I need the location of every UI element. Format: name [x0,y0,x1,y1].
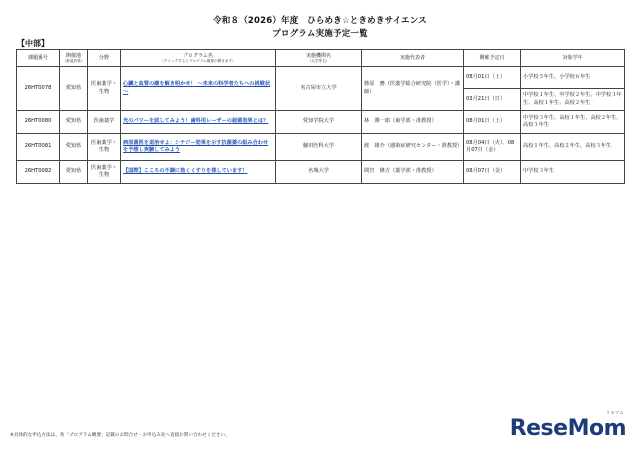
cell-id: 26HT0081 [17,134,60,161]
header-rep: 実施代表者 [362,50,464,67]
cell-rep: 林 潤一郎（歯学部・准教授） [362,111,464,134]
cell-rep: 渡 雄介（感染症研究センター・准教授） [362,134,464,161]
cell-program-name [121,161,276,184]
cell-org: 藤田医科大学 [276,134,362,161]
cell-rep: 間宮 隆吉（薬学部・准教授） [362,161,464,184]
header-org-sub: （大学等名） [307,58,330,63]
logo-ruby: リセマム [606,410,624,415]
footnote: ※具体的な申込方法は、各「プログラム概要」記載のお問合せ・お申込み先へ直接お問い合わせください。 [10,433,230,438]
region-heading: 【中部】 [17,39,49,48]
table-row [17,67,625,89]
cell-field: 医歯薬学・生物 [88,161,121,184]
cell-pref: 愛知県 [60,161,88,184]
cell-date: 08月04日（火）、08月07日（金） [464,134,521,161]
cell-target: 中学校１年生、中学校２年生、中学校３年生、高校１年生、高校２年生 [521,89,625,111]
cell-id: 26HT0082 [17,161,60,184]
cell-program-name [121,111,276,134]
program-link[interactable]: 心臓と血管の謎を解き明かせ！ ～未来の科学者たちへの挑戦状～ [123,81,271,95]
cell-target: 中学校３年生、高校１年生、高校２年生、高校３年生 [521,111,625,134]
table-row [17,111,625,134]
document-title: 令和８（2026）年度 ひらめき☆ときめきサイエンス [213,16,427,26]
header-pref-sub: （都道府県） [62,58,85,63]
cell-org: 名城大学 [276,161,362,184]
cell-id: 26HT0080 [17,111,60,134]
header-pref [60,50,88,67]
cell-date: 08月01日（土） [464,111,521,134]
resemom-logo [509,410,626,441]
cell-rep: 篠原 務（医薬学総合研究院（医学）・講師） [362,67,464,111]
header-field: 分野 [88,50,121,67]
cell-date: 08月07日（金） [464,161,521,184]
cell-pref: 愛知県 [60,111,88,134]
header-target: 対象学年 [521,50,625,67]
program-table [16,49,625,184]
header-org [276,50,362,67]
document-subtitle: プログラム実施予定一覧 [272,29,368,39]
cell-org: 愛知学院大学 [276,111,362,134]
logo-text: ReseMom [509,416,626,441]
cell-program-name [121,134,276,161]
program-link[interactable]: 光のパワーを試してみよう！歯科用レーザーの殺菌効果とは？ [123,118,269,125]
cell-id: 26HT0078 [17,67,60,111]
cell-date: 08月01日（土） [464,67,521,89]
cell-target: 中学校３年生 [521,161,625,184]
header-id: 課題番号 [17,50,60,67]
header-pref-label: 開催地 [65,52,81,59]
header-org-label: 実施機関名 [305,52,331,59]
program-link[interactable]: 病原菌医を退治せよ：シナジー効果を示す抗菌薬の組み合わせを予想し実験してみよう [123,139,269,153]
cell-field: 医歯薬学・生物 [88,134,121,161]
header-name-sub: （クリックするとプログラム概要が開きます） [160,58,236,63]
program-link[interactable]: 【国際】こころの不調に効くくすりを探しています！ [123,168,248,175]
table-row [17,161,625,184]
cell-pref: 愛知県 [60,134,88,161]
cell-field: 医歯薬学・生物 [88,67,121,111]
cell-program-name [121,67,276,111]
cell-field: 医歯薬学 [88,111,121,134]
cell-org: 名古屋市立大学 [276,67,362,111]
header-date: 開催予定日 [464,50,521,67]
header-name [121,50,276,67]
cell-target: 高校１年生、高校２年生、高校３年生 [521,134,625,161]
table-row [17,134,625,161]
table-header-row [17,50,625,67]
cell-target: 小学校５年生、小学校６年生 [521,67,625,89]
header-name-label: プログラム名 [183,52,213,59]
cell-pref: 愛知県 [60,67,88,111]
cell-date: 03月21日（日） [464,89,521,111]
